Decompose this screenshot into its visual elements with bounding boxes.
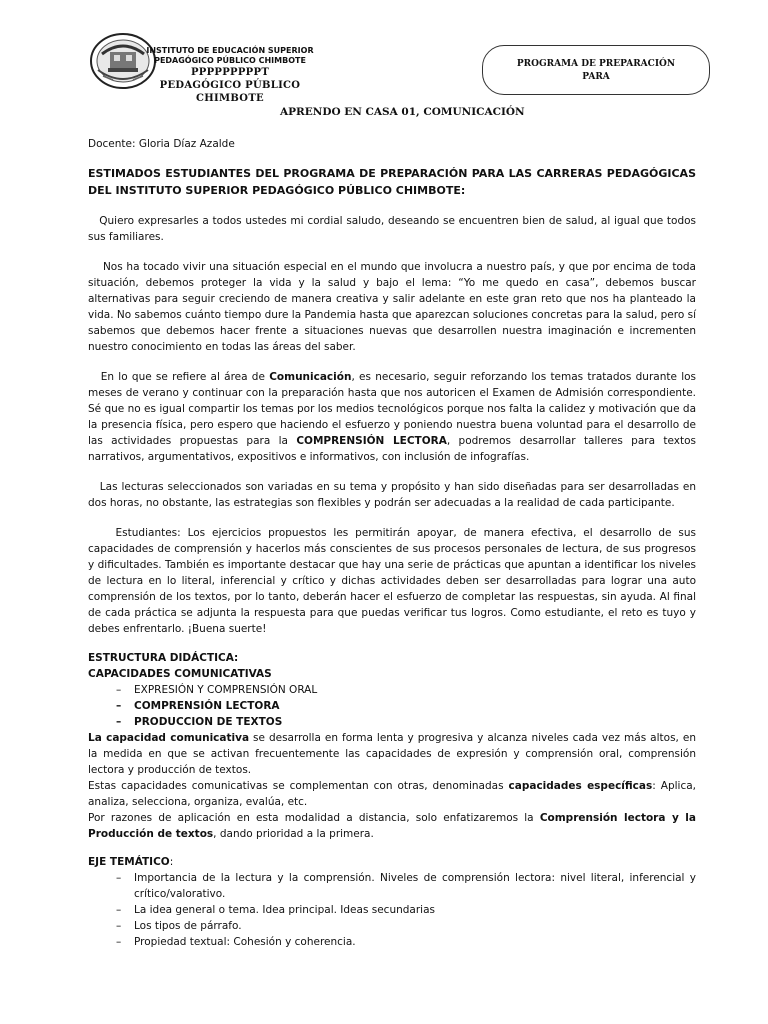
institute-name-block	[140, 46, 320, 105]
salutation-heading: ESTIMADOS ESTUDIANTES DEL PROGRAMA DE PREPARACIÓN PARA LAS CARRERAS PEDAGÓGICAS DEL INSTITUTO SUPERIOR PEDAGÓGICO PÚBLICO CHIMBOTE:	[88, 167, 696, 197]
distance-keyword: Comprensión lectora y la Producción de textos	[88, 812, 696, 840]
list-item: – COMPRENSIÓN LECTORA	[116, 698, 696, 714]
distance-text-c: , dando prioridad a la primera.	[213, 828, 374, 840]
capacity-keyword: La capacidad comunicativa	[88, 732, 250, 744]
program-badge	[482, 45, 710, 95]
capacities-title: CAPACIDADES COMUNICATIVAS	[88, 668, 272, 680]
list-item: – La idea general o tema. Idea principal. Ideas secundarias	[116, 902, 696, 918]
paragraph-greeting	[88, 213, 696, 245]
paragraph-distance	[88, 810, 696, 842]
program-line-2: PARA	[582, 72, 610, 82]
list-item: – Propiedad textual: Cohesión y coherencia.	[116, 934, 696, 950]
capacities-list	[88, 682, 696, 730]
structure-title: ESTRUCTURA DIDÁCTICA:	[88, 652, 239, 664]
institute-line-4: PEDAGÓGICO PÚBLICO	[159, 80, 301, 91]
p3-text-a: En lo que se refiere al área de	[100, 371, 270, 383]
paragraph-greeting-text: Quiero expresarles a todos ustedes mi cordial saludo, deseando se encuentren bien de salud, al igual que todos sus familiares.	[88, 215, 697, 243]
eje-tematico-title	[88, 854, 696, 870]
teacher-line: Docente: Gloria Díaz Azalde	[88, 138, 235, 150]
list-item: – EXPRESIÓN Y COMPRENSIÓN ORAL	[116, 682, 696, 698]
list-item: – PRODUCCION DE TEXTOS	[116, 714, 696, 730]
institute-line-2: PEDAGÓGICO PÚBLICO CHIMBOTE	[154, 56, 306, 65]
paragraph-pandemic-text: Nos ha tocado vivir una situación especial en el mundo que involucra a nuestro país, y que por encima de toda situación, debemos proteger la vida y la salud y bajo el lema: “Yo me quedo en casa”, debemos buscar alternativas para seguir creciendo de manera creativa y salir adelante en este gran reto que nos ha planteado la vida. No sabemos cuánto tiempo dure la Pandemia hasta que aparezcan soluciones concretas para la salud, pero sí sabemos que debemos hacer frente a situaciones nuevas que desarrollen nuestra imaginación e incrementen nuestro conocimiento en todas las áreas del saber.	[88, 261, 696, 353]
capacity-text: se desarrolla en forma lenta y progresiva y alcanza niveles cada vez más altos, en la medida en que se activan frecuentemente las capacidades de expresión y comprensión oral, comprensión lectora y producción de textos.	[88, 732, 696, 776]
paragraph-students-text: Estudiantes: Los ejercicios propuestos les permitirán apoyar, de manera efectiva, el desarrollo de sus capacidades de comprensión y hacerlos más conscientes de sus procesos personales de lectura, de sus progresos y dificultades. También es importante destacar que hay una serie de prácticas que apuntan a identificar los niveles de lectura en lo literal, inferencial y crítico y dichas actividades deben ser desarrolladas para lograr una auto comprensión de los textos, por lo tanto, deberán hacer el esfuerzo de completar las respuestas, sin ayuda. Al final de cada práctica se adjunta la respuesta para que puedas verificar tus logros. Como estudiante, el reto es tuyo y debes enfrentarlo. ¡Buena suerte!	[88, 527, 696, 635]
document-title: APRENDO EN CASA 01, COMUNICACIÓN	[280, 106, 525, 118]
p3-keyword-comprension: COMPRENSIÓN LECTORA	[296, 435, 447, 447]
document-body	[88, 136, 696, 950]
list-item: – Los tipos de párrafo.	[116, 918, 696, 934]
eje-title-colon: :	[169, 856, 174, 868]
program-line-1: PROGRAMA DE PREPARACIÓN	[516, 59, 676, 69]
p3-keyword-comunicacion: Comunicación	[269, 371, 352, 383]
p3-text-e: , podremos desarrollar talleres para textos narrativos, argumentativos, expositivos e informativos, con inclusión de infografías.	[88, 435, 696, 463]
paragraph-readings	[88, 479, 696, 511]
p3-text-c: , es necesario, seguir reforzando los temas tratados durante los meses de verano y continuar con la preparación hasta que nos autoricen el Examen de Admisión correspondiente. Sé que no es igual compartir los temas por los medios tecnológicos porque nos falta la calidez y motivación que da la presencia física, pero espero que haciendo el esfuerzo y poniendo nuestra buena voluntad para el desarrollo de las actividades propuestas para la	[88, 371, 697, 447]
institute-line-5: CHIMBOTE	[196, 93, 264, 104]
paragraph-specific	[88, 778, 696, 810]
list-item: – Importancia de la lectura y la comprensión. Niveles de comprensión lectora: nivel literal, inferencial y crítico/valorativo.	[116, 870, 696, 902]
specific-keyword: capacidades específicas	[508, 780, 653, 792]
specific-text-c: : Aplica, analiza, selecciona, organiza, evalúa, etc.	[88, 780, 696, 808]
paragraph-students	[88, 525, 696, 637]
paragraph-capacity	[88, 730, 696, 778]
paragraph-communication	[88, 369, 696, 465]
eje-title-bold: EJE TEMÁTICO	[88, 856, 170, 868]
distance-text-a: Por razones de aplicación en esta modalidad a distancia, solo enfatizaremos la	[88, 812, 540, 824]
paragraph-pandemic	[88, 259, 696, 355]
eje-list	[88, 870, 696, 950]
paragraph-readings-text: Las lecturas seleccionados son variadas en su tema y propósito y han sido diseñadas para ser desarrolladas en dos horas, no obstante, las estrategias son flexibles y podrán ser adecuadas a la realidad de cada participante.	[88, 481, 696, 509]
specific-text-a: Estas capacidades comunicativas se complementan con otras, denominadas	[88, 780, 509, 792]
institute-line-1: INSTITUTO DE EDUCACIÓN SUPERIOR	[146, 46, 314, 55]
institute-line-3: PPPPPPPPPT	[190, 67, 270, 78]
